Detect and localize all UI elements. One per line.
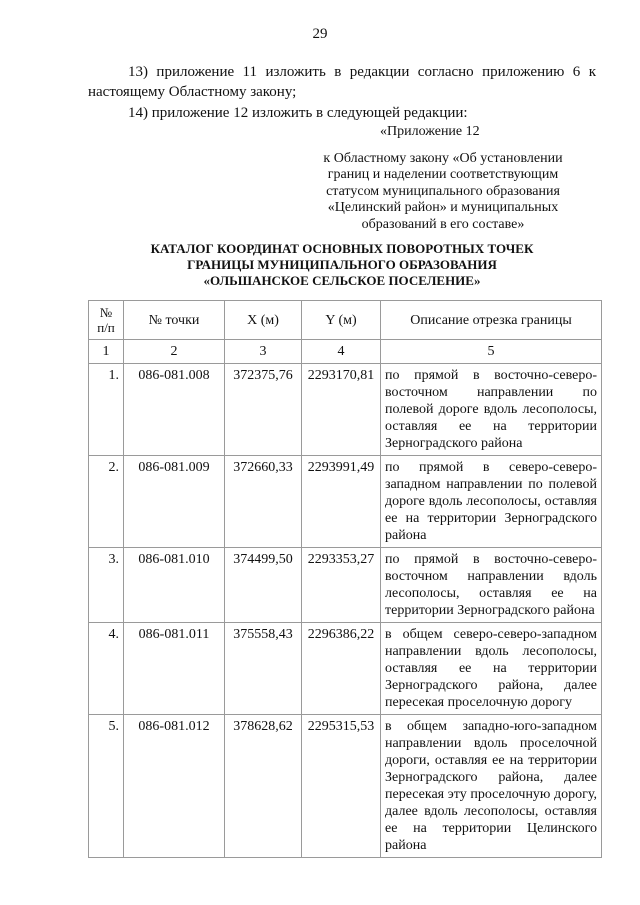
column-index: 5: [381, 340, 602, 364]
table-row: [89, 548, 602, 623]
y-coordinate: 2293353,27: [302, 548, 381, 623]
y-coordinate: 2295315,53: [302, 715, 381, 858]
x-coordinate: 374499,50: [225, 548, 302, 623]
catalog-title-line: ГРАНИЦЫ МУНИЦИПАЛЬНОГО ОБРАЗОВАНИЯ: [187, 257, 497, 272]
column-index: 2: [124, 340, 225, 364]
column-index-row: [89, 340, 602, 364]
page-number: 29: [312, 26, 328, 42]
table-row: [89, 715, 602, 858]
appendix-line: границ и наделении соответствующим: [327, 167, 559, 182]
segment-description: в общем северо-северо-западном направлении вдоль лесополосы, оставляя ее на территории Зерноградского района, далее пересекая проселочную дорогу: [381, 623, 602, 715]
header-num-abbr: п/п: [97, 320, 115, 335]
point-id: 086-081.009: [124, 456, 225, 548]
segment-description: по прямой в восточно-северо-восточном направлении по полевой дороге вдоль лесополосы, оставляя ее на территории Зерноградского района: [381, 364, 602, 456]
header-x: X (м): [225, 301, 302, 340]
table-row: [89, 623, 602, 715]
table-header-row: [89, 301, 602, 340]
appendix-title: «Приложение 12: [380, 124, 480, 139]
segment-description: по прямой в восточно-северо-восточном направлении вдоль лесополосы, оставляя ее на территории Зерноградского района: [381, 548, 602, 623]
appendix-line: статусом муниципального образования: [326, 183, 560, 199]
appendix-line: к Областному закону «Об установлении: [323, 150, 563, 166]
column-index: 1: [89, 340, 124, 364]
table-row: [89, 364, 602, 456]
x-coordinate: 372660,33: [225, 456, 302, 548]
y-coordinate: 2296386,22: [302, 623, 381, 715]
x-coordinate: 372375,76: [225, 364, 302, 456]
header-num-symbol: №: [99, 305, 113, 320]
row-number: 5.: [89, 715, 124, 858]
point-id: 086-081.008: [124, 364, 225, 456]
row-number: 1.: [89, 364, 124, 456]
header-y: Y (м): [302, 301, 381, 340]
row-number: 3.: [89, 548, 124, 623]
column-index: 3: [225, 340, 302, 364]
point-id: 086-081.012: [124, 715, 225, 858]
coordinates-table: [88, 300, 602, 858]
catalog-title: [88, 241, 596, 289]
segment-description: по прямой в северо-северо-западном направлении по полевой дороге вдоль лесополосы, оставляя ее на территории Зерноградского района: [381, 456, 602, 548]
header-point: № точки: [124, 301, 225, 340]
point-id: 086-081.010: [124, 548, 225, 623]
column-index: 4: [302, 340, 381, 364]
header-description: Описание отрезка границы: [381, 301, 602, 340]
x-coordinate: 378628,62: [225, 715, 302, 858]
catalog-title-line: КАТАЛОГ КООРДИНАТ ОСНОВНЫХ ПОВОРОТНЫХ ТОЧЕК: [150, 241, 534, 256]
paragraph-14: 14) приложение 12 изложить в следующей редакции:: [128, 105, 468, 121]
appendix-line: образований в его составе»: [361, 216, 525, 232]
point-id: 086-081.011: [124, 623, 225, 715]
x-coordinate: 375558,43: [225, 623, 302, 715]
catalog-title-line: «ОЛЬШАНСКОЕ СЕЛЬСКОЕ ПОСЕЛЕНИЕ»: [203, 273, 481, 288]
y-coordinate: 2293170,81: [302, 364, 381, 456]
y-coordinate: 2293991,49: [302, 456, 381, 548]
appendix-heading: [300, 124, 586, 233]
row-number: 4.: [89, 623, 124, 715]
header-num: [89, 301, 124, 340]
row-number: 2.: [89, 456, 124, 548]
table-row: [89, 456, 602, 548]
paragraph-13: 13) приложение 11 изложить в редакции согласно приложению 6 к настоящему Областному закону;: [88, 64, 596, 100]
appendix-line: «Целинский район» и муниципальных: [327, 200, 559, 215]
segment-description: в общем западно-юго-западном направлении вдоль проселочной дороги, оставляя ее на территории Зерноградского района, далее пересекая эту проселочную дорогу, далее вдоль лесополосы, оставляя ее на территории Целинского района: [381, 715, 602, 858]
